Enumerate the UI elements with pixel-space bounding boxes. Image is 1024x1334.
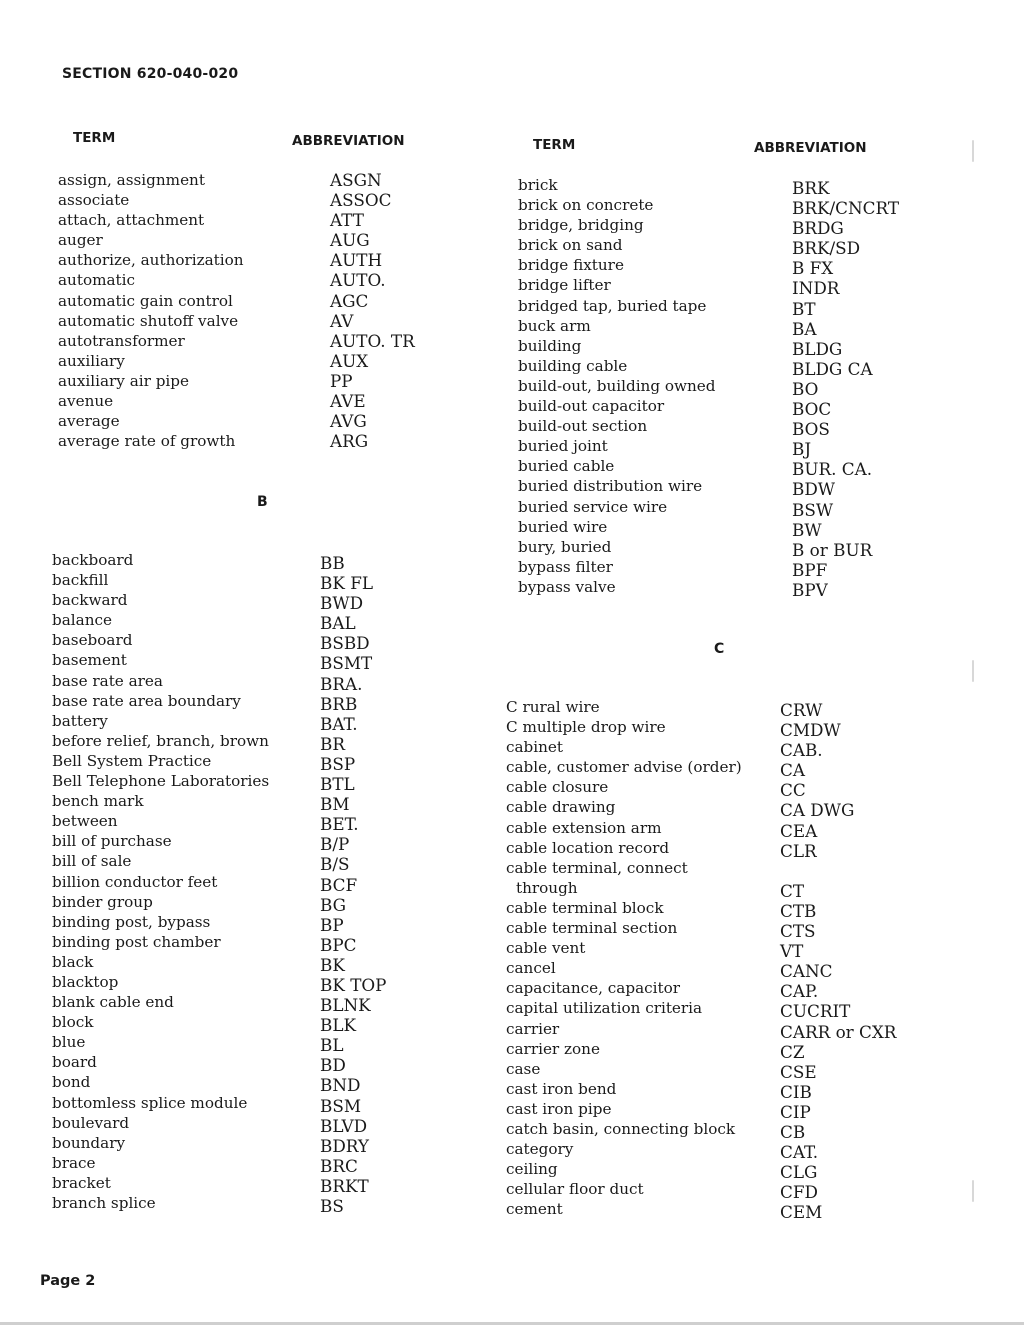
letter-heading-b: B (257, 494, 268, 510)
abbreviation-entry: CLG (780, 1162, 818, 1183)
term-entry: black (52, 952, 94, 971)
abbreviation-entry: ASGN (330, 170, 382, 190)
term-entry: through (516, 878, 578, 897)
term-entry: cast iron pipe (506, 1099, 612, 1118)
abbreviation-entry: ARG (330, 431, 369, 452)
term-entry: cable, customer advise (order) (506, 758, 742, 777)
abbreviation-entry: INDR (792, 278, 840, 299)
term-entry: buried joint (518, 437, 608, 456)
term-entry: capacitance, capacitor (506, 979, 680, 998)
abbreviation-entry: BL (320, 1035, 344, 1056)
abbreviation-entry: PP (330, 370, 353, 391)
abbreviation-entry: BSBD (320, 633, 370, 654)
abbreviation-entry: CARR or CXR (780, 1021, 897, 1042)
term-entry: auger (58, 231, 103, 250)
abbreviation-entry: BT (792, 298, 816, 319)
abbreviation-entry: CSE (780, 1061, 817, 1082)
bottom-rule (0, 1322, 1024, 1325)
term-entry: boundary (52, 1133, 126, 1152)
term-entry: balance (52, 611, 112, 630)
abbreviation-entry: BLVD (320, 1115, 368, 1136)
term-entry: capital utilization criteria (506, 999, 703, 1018)
term-entry: bill of purchase (52, 832, 172, 851)
letter-heading-c: C (714, 641, 725, 657)
abbreviation-entry: BRK/SD (792, 238, 861, 259)
term-entry: bill of sale (52, 852, 132, 871)
term-entry: autotransformer (58, 331, 185, 350)
term-entry: building cable (518, 356, 628, 375)
abbreviation-entry: CTB (780, 900, 817, 921)
abbreviation-entry (780, 861, 896, 881)
abbreviation-entry: AUX (330, 350, 369, 371)
term-entry: Bell System Practice (52, 751, 212, 770)
term-entry: bond (52, 1073, 91, 1092)
term-entry: brick on concrete (518, 196, 654, 215)
abbreviation-entry: BOC (792, 399, 832, 420)
term-entry: cable location record (506, 838, 670, 857)
term-entry: buried wire (518, 517, 608, 536)
scan-edge-mark (972, 660, 974, 682)
abbreviation-entry: BR (320, 733, 345, 754)
term-entry: cable vent (506, 939, 586, 958)
term-entry: cable closure (506, 778, 609, 797)
term-entry: bridge fixture (518, 256, 624, 275)
abbreviation-entry: BK (320, 954, 345, 975)
term-entry: average rate of growth (58, 432, 236, 451)
abbreviation-entry: BND (320, 1075, 361, 1096)
abbreviation-entry: BTL (320, 774, 355, 795)
term-entry: carrier zone (506, 1039, 600, 1058)
abbreviation-entry: B/S (320, 854, 350, 875)
abbreviation-entry: ATT (330, 210, 364, 231)
abbreviation-entry: BCF (320, 874, 358, 895)
term-entry: authorize, authorization (58, 251, 244, 270)
abbreviation-entry: BA (792, 318, 817, 339)
abbreviation-entry: BLNK (320, 995, 371, 1016)
term-entry: auxiliary air pipe (58, 371, 189, 390)
term-entry: binding post, bypass (52, 912, 211, 931)
term-entry: catch basin, connecting block (506, 1119, 736, 1138)
abbreviation-entry: BP (320, 914, 344, 935)
term-entry: cancel (506, 959, 556, 978)
term-entry: blank cable end (52, 993, 174, 1012)
right-abbreviation-heading: ABBREVIATION (754, 140, 867, 156)
term-entry: building (518, 336, 582, 355)
abbreviation-entry: BRKT (320, 1175, 369, 1196)
term-entry: Bell Telephone Laboratories (52, 772, 270, 791)
term-entry: bridged tap, buried tape (518, 296, 707, 315)
term-entry: block (52, 1013, 94, 1032)
term-entry: bridge, bridging (518, 216, 644, 235)
section-header: SECTION 620-040-020 (62, 66, 239, 82)
abbreviation-entry: ASSOC (330, 190, 392, 211)
abbreviation-entry: CC (780, 780, 806, 801)
term-entry: cement (506, 1200, 563, 1219)
abbreviation-entry: VT (780, 941, 804, 962)
abbreviation-entry: BB (320, 553, 345, 573)
abbreviation-entry: CAB. (780, 740, 823, 761)
term-entry: binding post chamber (52, 932, 221, 951)
term-entry: board (52, 1053, 97, 1072)
abbreviation-entry: AUG (330, 230, 370, 251)
term-entry: cable drawing (506, 798, 616, 817)
term-entry: build-out section (518, 417, 648, 436)
term-entry: branch splice (52, 1194, 156, 1212)
term-entry: blue (52, 1033, 86, 1052)
term-entry: bridge lifter (518, 276, 611, 295)
abbreviation-entry: BS (320, 1196, 344, 1216)
abbreviation-entry: BJ (792, 439, 812, 460)
abbreviation-entry: CZ (780, 1041, 805, 1062)
abbreviation-entry: BPV (792, 579, 828, 600)
term-entry: cabinet (506, 738, 564, 757)
term-entry: case (506, 1059, 541, 1078)
abbreviation-entry: BWD (320, 593, 364, 614)
abbreviation-entry: BD (320, 1055, 346, 1076)
abbreviation-entry: CIB (780, 1081, 812, 1102)
term-entry: backward (52, 591, 128, 610)
abbreviation-entry: BDRY (320, 1135, 369, 1156)
term-entry: bypass valve (518, 577, 616, 596)
right-b-abbreviation-list (792, 178, 899, 600)
abbreviation-entry: B FX (792, 258, 834, 279)
abbreviation-entry: CRW (780, 700, 823, 720)
abbreviation-entry: CT (780, 880, 805, 901)
abbreviation-entry: BAT. (320, 713, 358, 734)
abbreviation-entry: CTS (780, 921, 816, 942)
term-entry: cable extension arm (506, 818, 662, 837)
term-entry: automatic (58, 271, 136, 290)
abbreviation-entry: CLR (780, 840, 817, 861)
term-entry: ceiling (506, 1160, 558, 1179)
abbreviation-entry: BRA. (320, 673, 363, 694)
abbreviation-entry: BM (320, 794, 350, 815)
abbreviation-entry: BK FL (320, 573, 373, 594)
abbreviation-entry: CFD (780, 1182, 818, 1203)
left-b-abbreviation-list (320, 553, 386, 1216)
abbreviation-entry: AVE (330, 391, 366, 412)
term-entry: buried distribution wire (518, 477, 703, 496)
abbreviation-entry: CA (780, 760, 805, 781)
abbreviation-entry: BO (792, 378, 819, 399)
term-entry: buried service wire (518, 497, 668, 516)
abbreviation-entry: AUTO. TR (330, 330, 415, 351)
abbreviation-entry: B or BUR (792, 539, 873, 560)
term-entry: bury, buried (518, 537, 612, 556)
term-entry: auxiliary (58, 351, 125, 370)
abbreviation-entry: AV (330, 310, 354, 331)
abbreviation-entry: BAL (320, 613, 356, 634)
term-entry: brick (518, 176, 558, 194)
abbreviation-entry: BSM (320, 1095, 362, 1116)
term-entry: base rate area (52, 671, 163, 690)
scan-edge-mark (972, 140, 974, 162)
term-entry: average (58, 412, 120, 431)
term-entry: cable terminal block (506, 898, 664, 917)
abbreviation-entry: CUCRIT (780, 1001, 851, 1022)
abbreviation-entry: BUR. CA. (792, 459, 873, 480)
abbreviation-entry: AUTO. (330, 270, 386, 291)
term-entry: between (52, 812, 118, 831)
abbreviation-entry: CAT. (780, 1142, 819, 1163)
term-entry: backboard (52, 551, 134, 569)
abbreviation-entry: BRK/CNCRT (792, 198, 900, 219)
abbreviation-entry: CIP (780, 1101, 811, 1122)
abbreviation-entry: BDW (792, 479, 836, 500)
right-b-term-list (518, 175, 716, 597)
term-entry: avenue (58, 392, 114, 411)
term-entry: automatic gain control (58, 291, 233, 310)
abbreviation-entry: BLDG CA (792, 358, 873, 379)
abbreviation-entry: BSMT (320, 653, 373, 674)
abbreviation-entry: BOS (792, 419, 830, 440)
term-entry: carrier (506, 1019, 560, 1038)
left-b-term-list (52, 550, 269, 1213)
term-entry: associate (58, 191, 130, 210)
term-entry: billion conductor feet (52, 872, 218, 891)
term-entry: blacktop (52, 972, 119, 991)
term-entry: build-out capacitor (518, 397, 665, 416)
abbreviation-entry: BG (320, 894, 347, 915)
term-entry: baseboard (52, 631, 133, 650)
abbreviation-entry: CANC (780, 961, 833, 982)
term-entry: buck arm (518, 316, 591, 335)
term-entry: automatic shutoff valve (58, 311, 239, 330)
left-a-term-list (58, 170, 244, 451)
abbreviation-entry: B/P (320, 834, 350, 855)
term-entry: before relief, branch, brown (52, 731, 269, 750)
term-entry: buried cable (518, 457, 615, 476)
abbreviation-entry: CA DWG (780, 800, 855, 821)
page-number: Page 2 (40, 1273, 96, 1289)
left-abbreviation-heading: ABBREVIATION (292, 133, 405, 149)
term-entry: attach, attachment (58, 211, 205, 230)
term-entry: bracket (52, 1173, 111, 1192)
term-entry: cellular floor duct (506, 1180, 644, 1199)
abbreviation-entry: CEM (780, 1202, 823, 1223)
term-entry: brick on sand (518, 236, 623, 255)
left-term-heading: TERM (73, 130, 116, 146)
abbreviation-entry: CMDW (780, 720, 841, 741)
term-entry: cable terminal, connect (506, 858, 688, 877)
term-entry: C multiple drop wire (506, 718, 666, 737)
abbreviation-entry: BLK (320, 1015, 357, 1036)
abbreviation-entry: BSW (792, 499, 834, 520)
abbreviation-entry: BLDG (792, 338, 843, 359)
term-entry: bypass filter (518, 557, 613, 576)
right-c-abbreviation-list (780, 700, 896, 1222)
abbreviation-entry: BPF (792, 559, 828, 580)
abbreviation-entry: AVG (330, 411, 367, 432)
abbreviation-entry: BRC (320, 1155, 358, 1176)
term-entry: backfill (52, 571, 109, 590)
abbreviation-entry: BPC (320, 934, 357, 955)
abbreviation-entry: CEA (780, 820, 818, 841)
abbreviation-entry: BRDG (792, 218, 844, 239)
right-c-term-list (506, 697, 742, 1219)
term-entry: base rate area boundary (52, 691, 241, 710)
term-entry: category (506, 1140, 574, 1159)
term-entry: assign, assignment (58, 171, 205, 189)
term-entry: basement (52, 651, 127, 670)
term-entry: battery (52, 711, 108, 730)
term-entry: build-out, building owned (518, 376, 716, 395)
term-entry: cast iron bend (506, 1079, 617, 1098)
term-entry: binder group (52, 892, 153, 911)
abbreviation-entry: BET. (320, 814, 359, 835)
term-entry: bench mark (52, 792, 144, 811)
term-entry: C rural wire (506, 698, 600, 716)
abbreviation-entry: CB (780, 1121, 806, 1142)
term-entry: bottomless splice module (52, 1093, 248, 1112)
abbreviation-entry: AUTH (330, 250, 383, 271)
scan-edge-mark (972, 1180, 974, 1202)
abbreviation-entry: BK TOP (320, 974, 387, 995)
abbreviation-entry: AGC (330, 290, 369, 311)
abbreviation-entry: BRK (792, 178, 830, 198)
left-a-abbreviation-list (330, 170, 415, 451)
abbreviation-entry: BW (792, 519, 822, 540)
term-entry: boulevard (52, 1113, 130, 1132)
term-entry: brace (52, 1153, 96, 1172)
right-term-heading: TERM (533, 137, 576, 153)
abbreviation-entry: CAP. (780, 981, 819, 1002)
term-entry: cable terminal section (506, 919, 678, 938)
abbreviation-entry: BSP (320, 753, 356, 774)
abbreviation-entry: BRB (320, 693, 358, 714)
